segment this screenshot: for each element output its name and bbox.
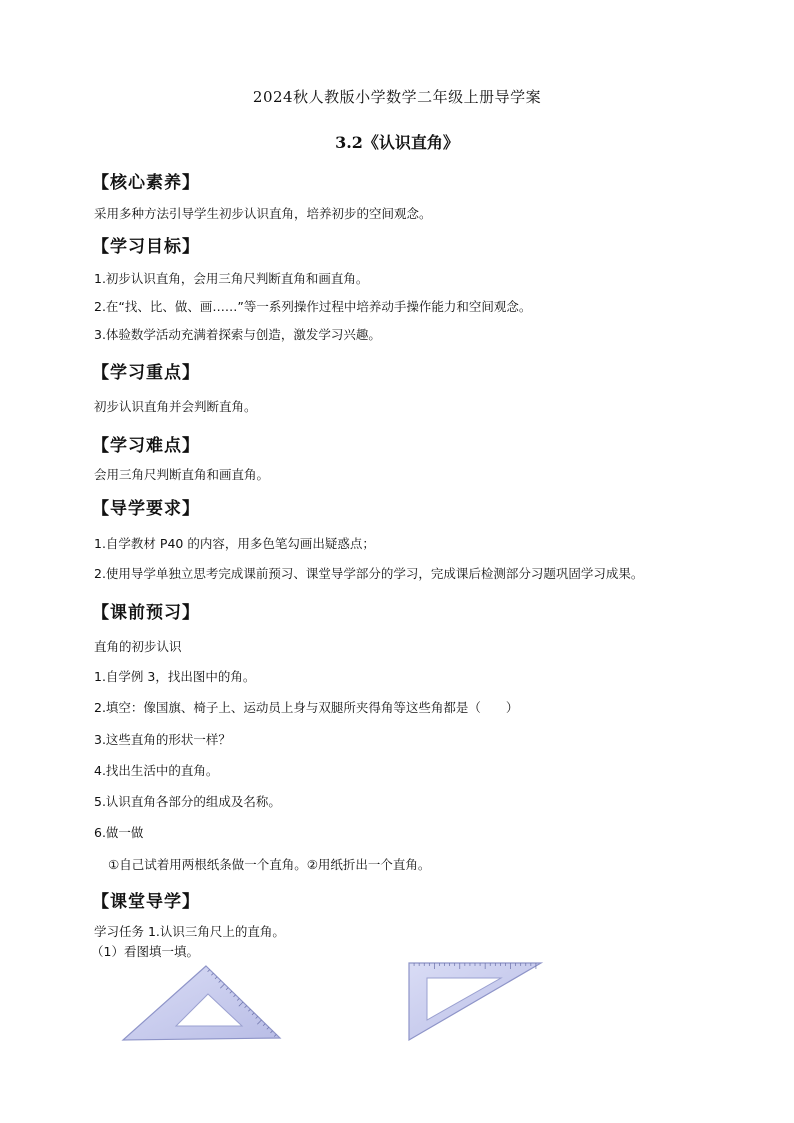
heading-learning-goals: 【学习目标】: [92, 237, 200, 257]
heading-key-points: 【学习重点】: [92, 363, 200, 383]
goal-line-3: 3.体验数学活动充满着探索与创造，激发学习兴趣。: [94, 327, 381, 342]
requirement-line-1: 1.自学教材 P40 的内容，用多色笔勾画出疑惑点；: [94, 536, 375, 551]
preview-line-7: 6.做一做: [94, 825, 144, 840]
requirement-line-2: 2.使用导学单独立思考完成课前预习、课堂导学部分的学习，完成课后检测部分习题巩固学习成果。: [94, 566, 644, 581]
core-line-1: 采用多种方法引导学生初步认识直角，培养初步的空间观念。: [94, 206, 432, 221]
document-title: 2024秋人教版小学数学二年级上册导学案: [252, 88, 542, 106]
heading-requirements: 【导学要求】: [92, 499, 200, 519]
preview-line-4: 3.这些直角的形状一样？: [94, 732, 231, 747]
preview-line-8: ①自己试着用两根纸条做一个直角。②用纸折出一个直角。: [108, 857, 431, 872]
goal-line-2: 2.在“找、比、做、画……”等一系列操作过程中培养动手操作能力和空间观念。: [94, 299, 532, 314]
difficulty-line-1: 会用三角尺判断直角和画直角。: [94, 467, 270, 482]
preview-line-6: 5.认识直角各部分的组成及名称。: [94, 794, 281, 809]
goal-line-1: 1.初步认识直角，会用三角尺判断直角和画直角。: [94, 271, 369, 286]
heading-classroom: 【课堂导学】: [92, 892, 200, 912]
key-line-1: 初步认识直角并会判断直角。: [94, 399, 257, 414]
heading-difficulties: 【学习难点】: [92, 436, 200, 456]
preview-line-2: 1.自学例 3，找出图中的角。: [94, 669, 256, 684]
triangle-ruler-45-image: [120, 964, 282, 1044]
preview-line-3: 2.填空：像国旗、椅子上、运动员上身与双腿所夹得角等这些角都是（ ）: [94, 700, 519, 715]
classroom-line-2: （1）看图填一填。: [91, 944, 199, 959]
heading-core-literacy: 【核心素养】: [92, 173, 200, 193]
preview-line-5: 4.找出生活中的直角。: [94, 763, 219, 778]
triangle-ruler-30-image: [405, 960, 545, 1042]
lesson-title: 3.2《认识直角》: [335, 133, 459, 152]
preview-line-1: 直角的初步认识: [94, 639, 182, 654]
heading-preview: 【课前预习】: [92, 603, 200, 623]
classroom-line-1: 学习任务 1.认识三角尺上的直角。: [94, 924, 285, 939]
